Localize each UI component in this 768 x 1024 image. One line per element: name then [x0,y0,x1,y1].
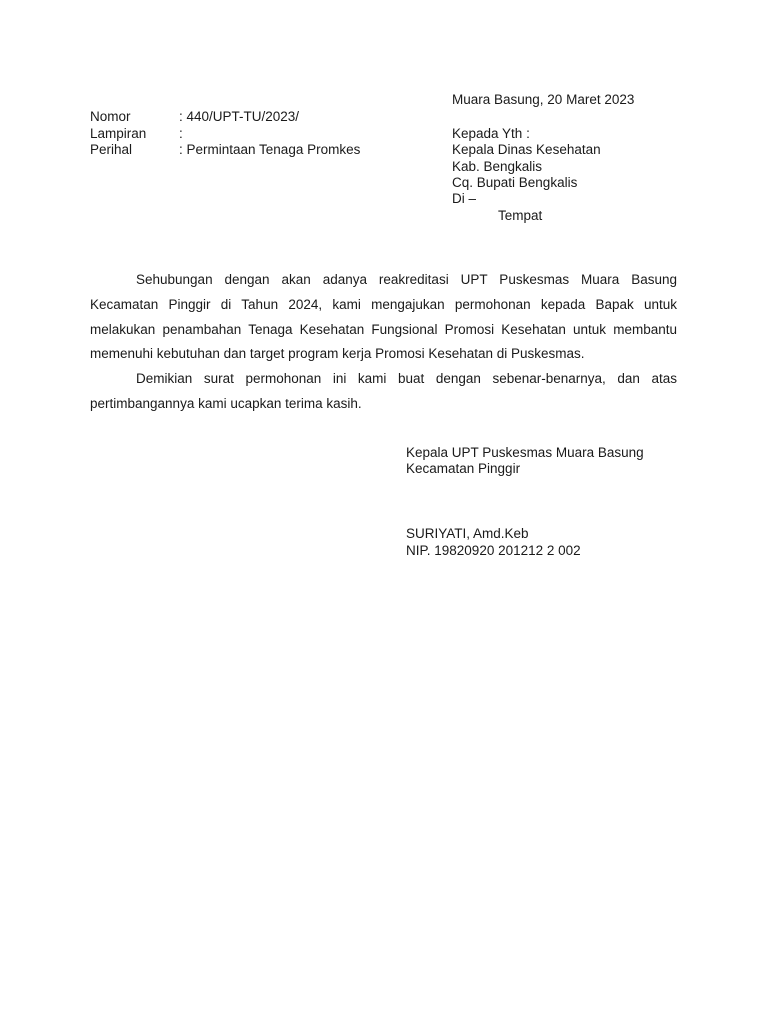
meta-value-lampiran: : [179,126,183,141]
meta-label-nomor: Nomor [90,109,131,124]
signature-name: SURIYATI, Amd.Keb [406,526,529,541]
body-paragraph-text: Demikian surat permohonan ini kami buat dengan sebenar-benarnya, dan atas pertimbangannya kami ucapkan terima kasih. [90,371,677,411]
place-date: Muara Basung, 20 Maret 2023 [452,92,635,107]
signature-title: Kecamatan Pinggir [406,461,521,476]
recipient-line: Kab. Bengkalis [452,159,543,174]
body-paragraph [90,367,677,417]
meta-value-perihal: : Permintaan Tenaga Promkes [179,142,361,157]
recipient-line: Kepala Dinas Kesehatan [452,142,601,157]
recipient-line: Cq. Bupati Bengkalis [452,175,578,190]
meta-value-nomor: : 440/UPT-TU/2023/ [179,109,300,124]
body-paragraph [90,268,677,367]
recipient-line: Di – [452,191,477,206]
body-paragraph-text: Sehubungan dengan akan adanya reakreditasi UPT Puskesmas Muara Basung Kecamatan Pinggir di Tahun 2024, kami mengajukan permohonan kepada Bapak untuk melakukan penambahan Tenaga Kesehatan Fungsional Promosi Kesehatan untuk membantu memenuhi kebutuhan dan target program kerja Promosi Kesehatan di Puskesmas. [90,272,677,362]
meta-label-perihal: Perihal [90,142,133,157]
signature-title: Kepala UPT Puskesmas Muara Basung [406,445,644,460]
signature-nip: NIP. 19820920 201212 2 002 [406,543,581,558]
meta-label-lampiran: Lampiran [90,126,147,141]
recipient-line: Kepada Yth : [452,126,530,141]
recipient-place: Tempat [498,208,543,223]
